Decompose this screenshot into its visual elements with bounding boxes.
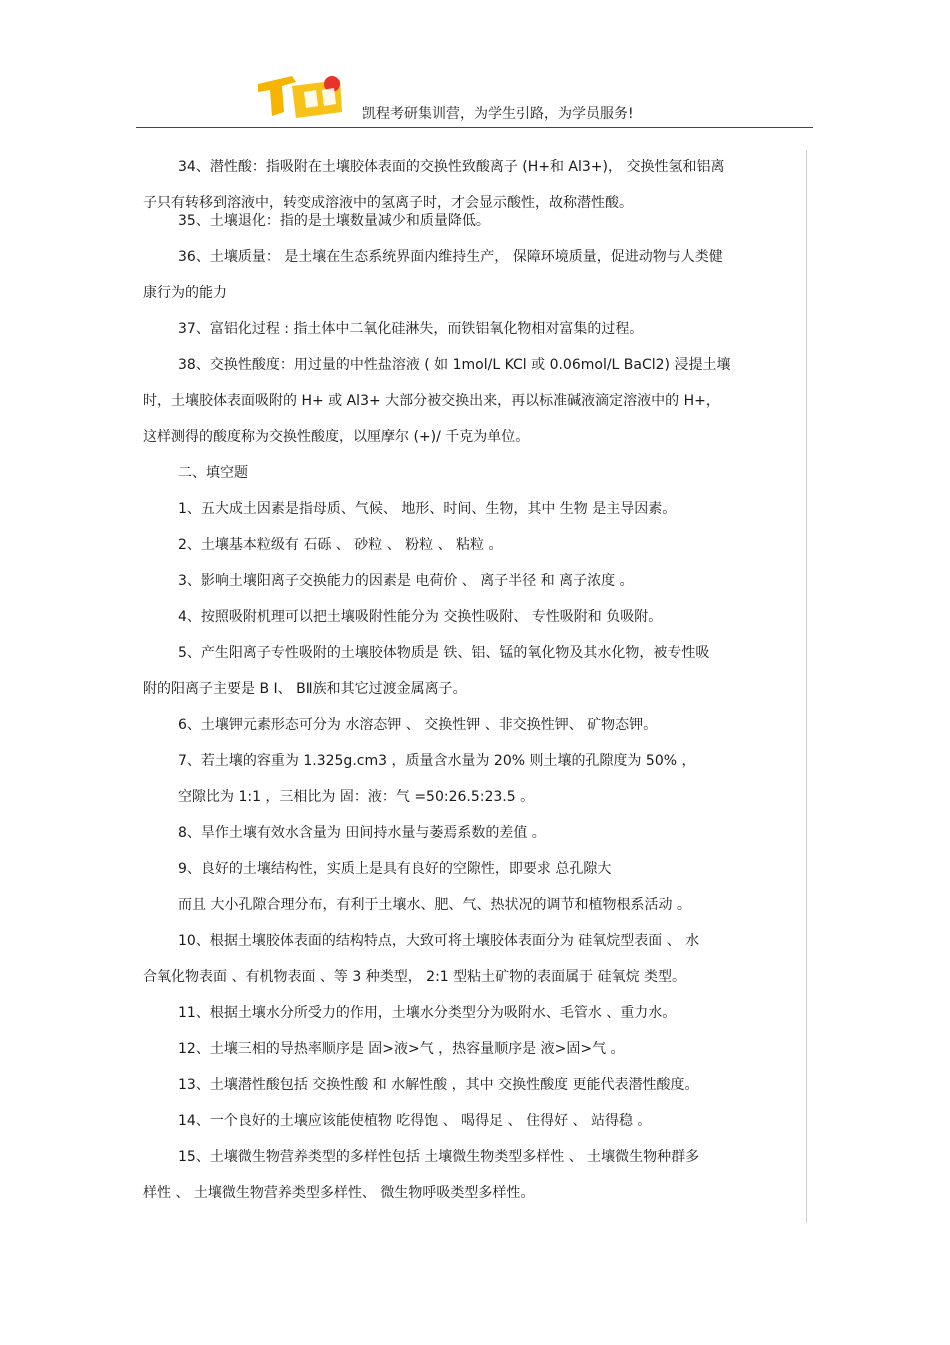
text-line: 空隙比为 1:1 ，三相比为 固：液：气 =50:26.5:23.5 。 [178, 789, 535, 805]
text-line: 样性 、 土壤微生物营养类型多样性、 微生物呼吸类型多样性。 [143, 1185, 535, 1201]
text-line: 时，土壤胶体表面吸附的 H+ 或 Al3+ 大部分被交换出来，再以标准碱液滴定溶液中的 H+， [143, 393, 720, 409]
text-line: 4、按照吸附机理可以把土壤吸附性能分为 交换性吸附、 专性吸附和 负吸附。 [178, 609, 663, 625]
text-line: 5、产生阳离子专性吸附的土壤胶体物质是 铁、铝、锰的氧化物及其水化物，被专性吸 [178, 645, 710, 661]
text-line: 37、富铝化过程 : 指土体中二氧化硅淋失，而铁铝氧化物相对富集的过程。 [178, 321, 644, 337]
text-line: 9、良好的土壤结构性，实质上是具有良好的空隙性，即要求 总孔隙大 [178, 861, 612, 877]
text-line: 子只有转移到溶液中，转变成溶液中的氢离子时，才会显示酸性，故称潜性酸。 [143, 195, 633, 211]
text-line: 11、根据土壤水分所受力的作用，土壤水分类型分为吸附水、毛管水 、重力水。 [178, 1005, 677, 1021]
text-line: 14、一个良好的土壤应该能使植物 吃得饱 、 喝得足 、 住得好 、 站得稳 。 [178, 1113, 652, 1129]
text-line: 3、影响土壤阳离子交换能力的因素是 电荷价 、 离子半径 和 离子浓度 。 [178, 573, 634, 589]
text-line: 6、土壤钾元素形态可分为 水溶态钾 、 交换性钾 、非交换性钾、 矿物态钾。 [178, 717, 658, 733]
header-divider [136, 127, 813, 128]
text-line: 附的阳离子主要是 B Ⅰ、 BⅡ族和其它过渡金属离子。 [143, 681, 467, 697]
text-line: 1、五大成土因素是指母质、气候、 地形、时间、生物，其中 生物 是主导因素。 [178, 501, 677, 517]
text-line: 8、旱作土壤有效水含量为 田间持水量与萎焉系数的差值 。 [178, 825, 546, 841]
kaicheng-logo [252, 72, 344, 120]
text-line: 34、潜性酸：指吸附在土壤胶体表面的交换性致酸离子 (H+和 Al3+)， 交换性氢和铝离 [178, 159, 725, 175]
text-line: 2、土壤基本粒级有 石砾 、 砂粒 、 粉粒 、 粘粒 。 [178, 537, 503, 553]
text-line: 35、土壤退化：指的是土壤数量减少和质量降低。 [178, 213, 490, 229]
text-line: 13、土壤潜性酸包括 交换性酸 和 水解性酸 ，其中 交换性酸度 更能代表潜性酸度。 [178, 1077, 699, 1093]
text-line: 这样测得的酸度称为交换性酸度，以厘摩尔 (+)/ 千克为单位。 [143, 429, 530, 445]
text-line: 二、填空题 [178, 465, 248, 481]
document-body [143, 158, 803, 1202]
text-line: 康行为的能力 [143, 285, 227, 301]
right-margin-line [806, 150, 807, 1223]
text-line: 10、根据土壤胶体表面的结构特点，大致可将土壤胶体表面分为 硅氧烷型表面 、 水 [178, 933, 700, 949]
text-line: 而且 大小孔隙合理分布，有利于土壤水、肥、气、热状况的调节和植物根系活动 。 [178, 897, 691, 913]
text-line: 7、若土壤的容重为 1.325g.cm3 ，质量含水量为 20% 则土壤的孔隙度为 50% ， [178, 753, 696, 769]
text-line: 38、交换性酸度：用过量的中性盐溶液 ( 如 1mol/L KCl 或 0.06mol/L BaCl2) 浸提土壤 [178, 357, 731, 373]
text-line: 12、土壤三相的导热率顺序是 固>液>气 ，热容量顺序是 液>固>气 。 [178, 1041, 625, 1057]
text-line: 合氧化物表面 、有机物表面 、等 3 种类型， 2:1 型粘土矿物的表面属于 硅氧烷 类型。 [143, 969, 687, 985]
text-line: 15、土壤微生物营养类型的多样性包括 土壤微生物类型多样性 、 土壤微生物种群多 [178, 1149, 700, 1165]
page-header [0, 0, 950, 130]
header-slogan: 凯程考研集训营，为学生引路，为学员服务! [362, 106, 634, 122]
text-line: 36、土壤质量： 是土壤在生态系统界面内维持生产， 保障环境质量，促进动物与人类健 [178, 249, 723, 265]
